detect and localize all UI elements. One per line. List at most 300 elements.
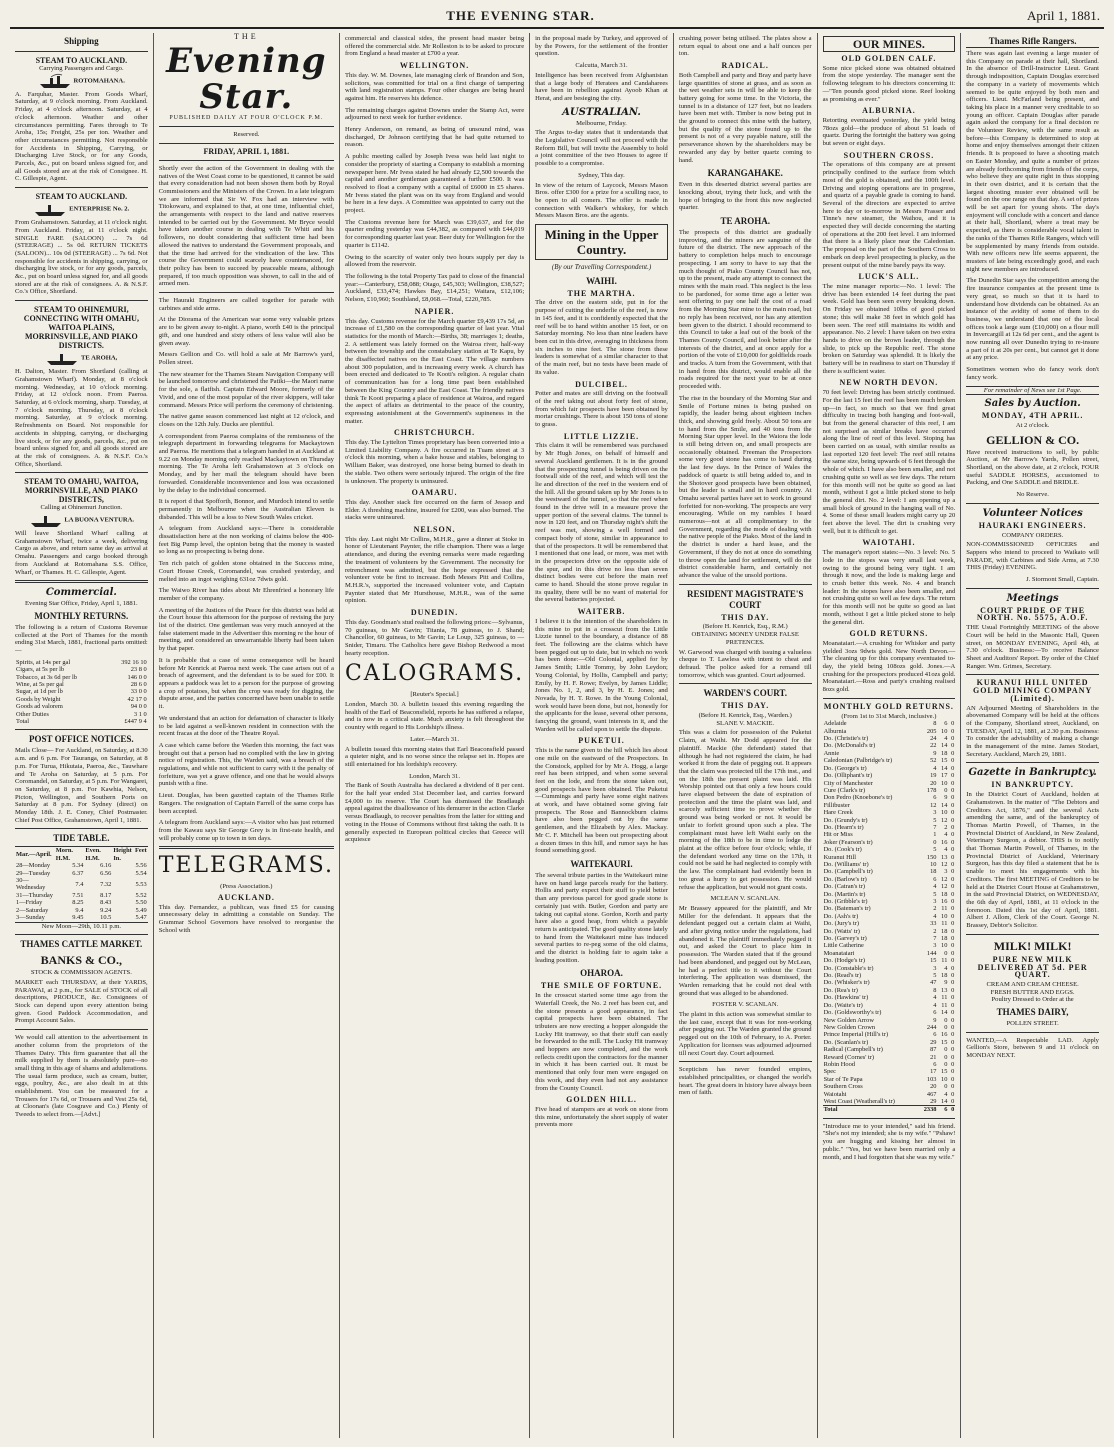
table-cell: 10 (930, 860, 937, 868)
table-cell: Kuranui Hill (823, 853, 857, 861)
tide-table (15, 846, 148, 922)
table-cell: 9 (944, 794, 948, 802)
table-cell: Do. (Rea's tr) (823, 986, 858, 994)
table-cell: 0 (951, 860, 955, 868)
table-row (823, 905, 956, 912)
masthead-title: THE EVENING STAR. (446, 8, 595, 23)
news-item: There was again last evening a large muster of this Company on parade at their hall, Shortland. In the absence of Drill-Instructor Lieut. Grant through indisposition, Captain Douglas exercised the company in a variety of movements which seemed to be quite enjoyed by both men and officers. Lieut. McFarland being present, and taking his place in a manner very creditable to so young an officer. Captain Douglas after parade again asked the company for a final decision re the Volunteer Review, with the same result as before—this Company is determined to stop at home and enjoy themselves amongst their citizen friends. It is proposed to have a shooting match on Easter Monday, and quite a number of prizes are already forthcoming from friends of the corps, who believe they are quite right in thus stopping in their own district, and it is certain that the largest shooting muster ever obtained will be found on the one range on that day. A set of prizes will be set apart for young shots. The day's enjoyment will conclude with a concert and dance at their hall, Shortland, where a treat may be expected, as there is considerable vocal talent in the ranks of the Thames Rifle Rangers, which will be supplemented by many friends from outside. With new officers new life seems apparent, the musters of late being exceedingly good, and each night new members are introduced. (966, 50, 1099, 273)
table-row (823, 987, 956, 994)
section-heading: AUSTRALIAN. (562, 106, 641, 118)
table-cell: 18 (941, 972, 948, 980)
table-row (823, 831, 956, 838)
table-cell: 33 (930, 920, 937, 928)
table-cell: Do. (Grundy's tr) (823, 816, 868, 824)
table-cell: 10 (941, 809, 948, 817)
table-cell: Do. (Jury's tr) (823, 920, 859, 928)
ad-title: STEAM TO AUCKLAND. (35, 192, 128, 202)
news-item: This day. Another stack fire occurred on the farm of Jessop and Elder. A threshing machine, insured for £200, was also burned. The stacks were uninsured. (344, 498, 525, 522)
news-item: Mr Brassey appeared for the plaintiff, and Mr Miller for the defendant. It appears that the defendant pegged out a certain claim at Waihi, and after giving notice under the regulations, had abandoned it. The plaintiff immediately pegged it out, and asked the Court to place him in possession. The Warden stated that if the ground had been abandoned, and pegged out by McLean, he had a perfect title to it without the Court interfering. The application was dismissed, the Warden remarking that he could not deal with ground that was alleged to be abandoned. (678, 904, 812, 997)
column-header: Even. H.M. (85, 847, 101, 862)
calograms-heading: CALOGRAMS. (344, 661, 525, 687)
table-cell: Goods ad valorem (16, 703, 63, 711)
news-item: I believe it is the intention of the shareholders in this mine to put in a crosscut from the Little Lizzie tunnel to the boundary, a distance of 88 feet. The following are the claims which have been pegged out up to date, but in which no work has been done:—Old Colonial, applied for by James Smith; Little Tommy, by John Leydon; Young Colonial, by Hollis, Campbell and party; Emily, by H. F. Rowe; Evelyn, by James Liddle; Jones No. 1, 2, and 3, by H. E. Jones; and Novada, by H. T. Rowe. In the Young Colonial, work would have been done, but not, honestly for the applicants for the lease, several other persons, fancying the ground, want interests in it, and the Warden will be called upon to settle the dispute. (535, 617, 668, 733)
section-heading: MONTHLY RETURNS. (34, 610, 129, 621)
masthead (10, 8, 1104, 29)
place-heading: OAMARU. (411, 488, 458, 498)
column-2 (154, 33, 340, 1438)
news-item: Moanataiari.—A crushing for Whisker and party yielded 3ozs 9dwts gold. New North Devon.—The cleaning up for this company eventuated to-day, the yield being 108ozs gold. Jones.—A crushing for the prospectors produced 41ozs gold. Moanataiari.—Ross and party's crushing realised 8ozs gold. (822, 639, 956, 694)
table-cell: Do. (Cook's tr) (823, 846, 862, 854)
table-cell: Do. (Christie's tr) (823, 735, 869, 743)
news-item: This was a claim for possession of the Puketui Claim, at Waihi. Mr Dodd appeared for the plaintiff. Mackie (the defendant) stated that although he had not registered the claim, he had worked it from the date of pegging out. It appears that the claim was protected till the 17th inst., and on the 18th the present plaint was laid. His Worship pointed out that only a few hours could have elapsed between the date of expiration of protection and the time the plaint was laid, and scarcely sufficient time to prove whether the ground was being worked or not. It would be unfair to forfeit ground upon such a plea. The complainant must have left Waihi early on the morning of the 18th to be in time to lodge the plaint at the office before four o'clock; while, if the defendant worked any time on the 17th, it could not be said he had neglected to comply with the law. The complainant had evidently been in too great a hurry to get possession. He would refuse the application, but would not grant costs. (678, 729, 812, 891)
news-item: Lieut. Douglas, has been gazetted captain of the Thames Rifle Rangers. The resignation of Captain Farrell of the same corps has been accepted. (158, 792, 334, 815)
table-cell: 16 (941, 898, 948, 905)
case-heading: FOSTER V. SCANLAN. (712, 1001, 779, 1009)
table-cell: Do. (Ash's tr) (823, 912, 859, 920)
table-cell: 30—Wednesday (16, 877, 46, 892)
table-cell: 3 (933, 942, 937, 950)
table-cell: Fillibuster (823, 801, 850, 809)
table-row (15, 899, 148, 906)
place-heading: AUCKLAND. (217, 893, 275, 903)
table-cell: 29—Tuesday (16, 869, 51, 877)
mine-heading: NEW NORTH DEVON. (839, 378, 939, 388)
table-cell: 52 (930, 757, 937, 765)
ad-body: AN Adjourned Meeting of Shareholders in the abovenamed Company will be held at the offices of the Company, Shortland street, Auckland, on TUESDAY, April 12, 1881, at 2.30 p.m. Business: To consider the advisability of making a change in the management of the mine. James Stodart, Secretary. Auckland, March 29, 1881. (966, 704, 1099, 758)
table-row (823, 898, 956, 905)
news-item: This day. Customs revenue for the March quarter £9,439 17s 5d, an increase of £1,580 on the corresponding quarter of last year. Vital statistics for the month of March:—Births, 38; marriages 1; deaths, 2. A settlement was lately formed on the Wairoa river, half-way between the township and the constabulary station at Te Kapu, by the disaffected natives on the East Coast. The village numbers about 300 population, and is increasing every week. A church has been erected and dedicated to Te Kooti's religion. A regular chain of communication has for a long time past been established between the King Country and the East Coast. The friendly natives think Te Kooti preparing a place of residence at Wairoa, and regard the aspect of affairs as detrimental to the peace of the country, expressing astonishment at the Government's supineness in the matter. (344, 317, 525, 425)
ship-icon (45, 350, 79, 366)
column-1 (10, 33, 154, 1438)
table-cell: 0 (944, 1046, 948, 1054)
reserved: Reserved. (233, 131, 260, 139)
news-item: The several tribute parties in the Waitekauri mine have on hand large parcels ready for the battery. Hollis and party expect their stuff to yield better than any previous parcel for good grade stone is certainly just with. Butler, Gordon and party are taking out capital stone. Gordon, Korth and party have also a good heap, from which a payable return is anticipated. The good quality stone lately to hand from the Waitekauri mine has induced several parties to re-peg some of the old claims, and the district is holding fair to again take a leading position. (535, 871, 668, 964)
column-3 (340, 33, 530, 1438)
table-cell: 150 (926, 853, 937, 861)
dateline: Sydney, This day. (578, 171, 625, 179)
table-cell: 3 (933, 809, 937, 817)
table-row (15, 870, 148, 877)
table-cell: 18 (941, 935, 948, 943)
table-row (823, 972, 956, 979)
ad-body: NON-COMMISSIONED OFFICERS and Sappers who intend to proceed to Waikato will PARADE, with Carbines and Side Arms, at 7.30 THIS (Friday) EVENING. (966, 541, 1099, 572)
table-cell: 15 (941, 757, 948, 765)
news-item: Both Campbell and party and Bray and party have large quantities of stone at grass, and as soon as the wet weather sets in will be able to keep the battery going for some time. In the Victoria, the tunnel is in a distance of 127 feet, but no leaders have been met with. Timber is now being put in the ground to connect this mine with the battery, but the quality of the stone found up to the present is not of a very payable nature, still the perseverance shown by the shareholders may be rewarded any day by better quartz coming to hand. (678, 71, 812, 164)
table-cell: 0 (951, 1038, 955, 1046)
column-7 (961, 33, 1104, 1438)
table-cell: 29 (930, 1038, 937, 1046)
table-cell: 4 (944, 964, 948, 972)
table-cell: Robin Hood (823, 1060, 855, 1068)
news-item: This day. Fernandez, a publican, was fined £5 for causing unnecessary delay in admitting a constable on Sunday. The Grammar School Governors have resolved to reorganise the School with (158, 903, 334, 934)
table-cell: Goods by Weight (16, 695, 61, 703)
table-cell: 3 (933, 898, 937, 905)
ship-icon (38, 73, 72, 89)
news-item: We understand that an action for defamation of character is likely to be laid against a well-known resident in connection with the recent fracas at the door of the Theatre Royal. (158, 714, 334, 738)
table-cell: 0 (951, 772, 955, 780)
table-cell: 13 (941, 853, 948, 861)
column-4 (530, 33, 674, 1438)
table-cell: 0 (951, 801, 955, 809)
ad-line: FRESH BUTTER AND EGGS. (990, 988, 1075, 996)
table-row (823, 802, 956, 809)
table-cell: 3 (933, 964, 937, 972)
table-cell: Adelaide (823, 720, 847, 728)
table-cell: 3 1 0 (133, 710, 147, 718)
news-item: Messrs Gellion and Co. will hold a sale at Mr Barrow's yard, Pollen street. (158, 351, 334, 366)
table-cell: 1—Friday (16, 899, 43, 907)
post-body: Mails Close— For Auckland, on Saturday, at 8.30 a.m. and 6 p.m. For Tauranga, on Saturday, at 8 p.m. For Turua, Hikutaia, Paeroa, &c., Tauwhare and Te Aroha on Saturday, at 5 p.m. For Coromandel, on Saturday, at 5 p.m. For Wangarei, on Saturday, at 8 p.m. For Kawhia, Nelson, Picton, Wellington, and Southern Ports on Saturday at 8 p.m. For Sydney (direct) on Monday 18th. J. E. Coney, Chief Postmaster. Chief Post Office, Grahamstown, April 1, 1881. (15, 747, 148, 824)
table-cell: Do. (McDonald's tr) (823, 742, 876, 750)
table-cell: 4 (933, 883, 937, 891)
table-cell: 3—Sunday (16, 914, 45, 922)
news-item: The drive on the eastern side, put in for the purpose of cutting the underlie of the reef, is now in 145 feet, and it is confidently expected that the reef will be to hand within another 15 feet, or on Saturday morning. No less than nine leaders have been cut in this drive, averaging in thickness from six inches to nine feet. The stone from these leaders is somewhat of a similar character to that of the main reef, but no tests have been made of its value. (535, 299, 668, 376)
news-item: The Argus to-day states that it understands that the Legislative Council will not proceed with the Reform Bill, but will invite the Assembly to hold a joint committee of the two Houses to agree if possible to a compromise. (535, 129, 668, 168)
news-item: Intelligence has been received from Afghanistan that a large body of Heratees and Candaharees have been in rebellion against Ayoob Khan at Herat, and are besieging the city. (535, 71, 668, 102)
table-cell: Cigars, at 5s per lb (16, 666, 65, 674)
dateline: London, March 31. (409, 772, 461, 780)
table-cell: 12 (930, 801, 937, 809)
banks-subtitle: STOCK & COMMISSION AGENTS. (30, 969, 132, 977)
table-cell: 33 0 0 (130, 688, 147, 696)
news-item: It is probable that a case of some consequence will be heard before Mr Kenrick at Paeroa next week. The case arises out of a breach of agreement, and the defendant is to be sued for £00. It appears a paddock was let to a person for the purpose of growing a crop of potatoes, but when the crop was ready for digging, the dispute arose, and the parties concerned have been unable to settle it. (158, 656, 334, 711)
table-cell: 7 (933, 823, 937, 831)
section-heading: Volunteer Notices (982, 507, 1083, 519)
table-total-row (823, 1106, 956, 1114)
mine-heading: DULCIBEL. (575, 379, 628, 389)
table-row (823, 920, 956, 927)
table-cell: 0 (951, 749, 955, 757)
table-cell: 4 (944, 1090, 948, 1098)
table-cell: 6.56 (100, 869, 112, 877)
table-row (823, 824, 956, 831)
table-cell: 5.34 (72, 862, 84, 870)
table-cell: 5.53 (135, 880, 147, 888)
table-cell: 0 (951, 853, 955, 861)
table-cell: 18 (941, 927, 948, 935)
table-cell: Hare Creek (823, 809, 853, 817)
table-cell: 0 (951, 786, 955, 794)
table-cell: 0 (951, 1016, 955, 1024)
table-cell: 2—Saturday (16, 906, 49, 914)
table-cell: 0 (951, 1090, 955, 1098)
table-cell: 18 (941, 749, 948, 757)
news-item: The Customs revenue here for March was £39,637, and for the quarter ending yesterday was £44,382, as compared with £44,019 for corresponding quarter last year. Beer duty for Wellington for the quarter is £1142. (344, 218, 525, 249)
table-cell: 0 (951, 883, 955, 891)
before-line: (Before H. Kenrick, Esq., Warden.) (698, 712, 792, 720)
table-row (15, 681, 148, 688)
table-cell: 9.4 (75, 906, 84, 914)
table-cell: 6.37 (72, 869, 84, 877)
table-cell: 205 (926, 727, 937, 735)
table-cell: 5 (933, 972, 937, 980)
news-item: This day. W. M. Downes, late managing clerk of Brandon and Son, solicitors, was committed for trial on a first charge of tampering with land registration stamps. Four other charges are being heard against him. He reserves his defence. (344, 71, 525, 102)
news-item: It is report d that Spofforth, Bonnor, and Murdoch intend to settle permanently in Melbourne when the Australian Eleven is disbanded. This will be a loss to New South Wales cricket. (158, 498, 334, 521)
table-row (823, 728, 956, 735)
section-heading: Gazette in Bankruptcy. (968, 767, 1097, 779)
org-heading: HAURAKI ENGINEERS. (978, 520, 1087, 530)
table-cell: 11 (941, 994, 948, 1002)
table-cell: Star of Te Papa (823, 1075, 863, 1083)
table-cell: 11 (941, 957, 948, 965)
table-cell: 4 (944, 735, 948, 743)
orders-heading: COMPANY ORDERS. (1001, 531, 1064, 539)
table-cell: 21 (930, 1053, 937, 1061)
news-item: Ten rich patch of golden stone obtained in the Success mine, Court House Creek, Coromandel, was crushed yesterday, and melted into an ingot weighing 631oz 7dwts gold. (158, 560, 334, 583)
table-row (15, 688, 148, 695)
table-row (823, 1046, 956, 1053)
mine-heading: GOLDEN HILL. (566, 1095, 637, 1105)
table-cell: 10 (941, 912, 948, 920)
table-row (823, 1076, 956, 1083)
mine-heading: OLD GOLDEN CALF. (841, 54, 937, 63)
table-cell: 0 (944, 1060, 948, 1068)
table-row (823, 1068, 956, 1075)
table-cell: £447 9 4 (124, 718, 147, 725)
column-header: Morn. H.M. (55, 847, 73, 862)
table-row (823, 1098, 956, 1106)
table-cell: 7.32 (100, 880, 112, 888)
news-item: The Waiwo River has tides about Mr Ehrenfried a honorary life member of the company. (158, 587, 334, 602)
table-cell: 5.49 (135, 906, 147, 914)
section-heading: Thames Rifle Rangers. (966, 36, 1099, 48)
table-cell: Radical (Campbell's tr) (823, 1046, 883, 1054)
table-cell: 12 (941, 875, 948, 883)
table-row (823, 965, 956, 972)
publication-line: PUBLISHED DAILY AT FOUR O'CLOCK P.M. (169, 114, 324, 121)
table-cell: 18 (930, 868, 937, 876)
table-cell: Total (823, 1106, 838, 1114)
column-6 (818, 33, 962, 1438)
table-row (823, 846, 956, 853)
dateline: Melbourne, Friday. (576, 119, 627, 127)
table-row (823, 1031, 956, 1038)
table-cell: 10.5 (100, 914, 112, 922)
table-cell: 0 (951, 1053, 955, 1061)
table-cell: 0 (951, 1068, 955, 1076)
ad-title: STEAM TO OHINEMURI, CONNECTING WITH OMAHU, WAITOA PLAINS, MORRINSVILLE, AND PIAKO DISTRICTS. (23, 305, 139, 351)
news-item: crushing power being utilised. The plates show a return equal to about one and a half ounces per ton. (678, 35, 812, 58)
org-heading: KURANUI HILL UNITED GOLD MINING COMPANY (Limited). (972, 678, 1093, 703)
table-cell: 11 (941, 1001, 948, 1009)
table-row (15, 711, 148, 718)
table-row (15, 892, 148, 899)
place-heading: NELSON. (413, 525, 456, 535)
table-cell: 14 (941, 1009, 948, 1017)
table-cell: 28—Monday (16, 862, 51, 870)
table-row (15, 907, 148, 914)
press-line: (Press Association.) (220, 883, 273, 891)
table-row (823, 928, 956, 935)
table-cell: 0 (951, 957, 955, 965)
ad-body: Have received instructions to sell, by public Auction, at Mr Barrow's Yards, Pollen street, Shortland, on the above date, at 2 o'clock, FOUR useful SADDLE HORSES, accustomed to Packing, and One SADDLE and BRIDLE. (966, 448, 1099, 487)
case-heading: SLANE V. MACKIE. (716, 719, 775, 727)
table-cell: 4 (933, 994, 937, 1002)
table-row (823, 839, 956, 846)
table-cell: Southern Cross (823, 1083, 863, 1091)
no-reserve: No Reserve. (1016, 491, 1049, 499)
table-row (823, 913, 956, 920)
table-cell: 0 (951, 1001, 955, 1009)
news-item: This is the name given to the hill which lies about one mile on the eastward of the Prospectors. In the Constock, applied for by Mr A. Hogg, a large reef has been stripped, and when some several feet on the lode, and from the stone taken out, good prospects have been obtained. The Puketui—Cummings and party have some eight natives at work, and have obtained some giving fair prospects. The Rose and Bannockburn claims have also been pegged out by the same gentlemen, and the Elizabeth by Alex. Mackay. Mr C. F. Mitchell has been out prospecting about a dozen times in this hill, and rumor says he has found something good. (535, 747, 668, 855)
case-heading: OBTAINING MONEY UNDER FALSE PRETENCES. (691, 631, 799, 646)
table-cell: 12 (941, 816, 948, 824)
org-heading: COURT PRIDE OF THE NORTH. No. 5575, A.O.F. (976, 605, 1089, 623)
ad-subtitle: Carrying Passengers and Cargo. (39, 65, 124, 72)
place-heading: NAPIER. (414, 306, 455, 316)
table-cell: 0 (951, 764, 955, 772)
table-cell: Do. (Goldsworthy's tr) (823, 1009, 882, 1017)
table-cell: 0 (951, 912, 955, 920)
ad-body: Will leave Shortland Wharf calling at Grahamstown Wharf, twice a week, delivering Cargo as above, and return same day as arrival at Omahu. Passengers and cargo booked through from Auckland at Rotomahana S.S. Office, Wharf, or Thames. H. C. Gillespie, Agent. (15, 530, 148, 576)
table-cell: 6 (933, 794, 937, 802)
news-item: A correspondent from Paeroa complains of the remissness of the telegraph department in forwarding telegrams for Mackaytown and Paeroa. He mentions that a telegram handed in at Auckland at 9.22 on Monday morning only reached Mackaytown on Thursday morning. The Te Aroha left Grahamstown at 3 o'clock on Monday, and by her mail the telegram should have been forwarded. Considerable inconvenience and loss was occasioned by the delay to the individual concerned. (158, 432, 334, 494)
editorial: Shortly ever the action of the Government in dealing with the natives of the West Coast come to be questioned, it cannot be said that every consideration had not been shown them both by Royal Commissioners and the Ministers of the Crown. In a late telegram we are informed that Sir W. Fox had an interview with Titokowaru, and explained to that, at one time, influential chief, the arrangements with respect to the land and native reserves intended to be carried out by the Government. Mr Bryce would have taken another course in dealing with Te Whiti and his followers, no doubt considering that sufficient time had been allowed the natives to understand the Government proposals, and that the time had arrived for the vindication of the law. This course the Government could scarcely have countenanced, for their policy has been to succeed by peaceable means, although prepared, if too much opposition was shown, to call in the aid of armed men. (158, 164, 334, 288)
news-item: Sometimes women who do fancy work don't fancy work. (966, 366, 1099, 381)
table-cell: 6 (944, 1106, 948, 1114)
table-row (823, 883, 956, 890)
table-cell: City of Manchester (823, 779, 873, 787)
newspaper-title: Evening Star. (166, 40, 327, 117)
section-heading: Meetings (1006, 592, 1059, 604)
table-cell: 0 (951, 727, 955, 735)
news-item: A public meeting called by Joseph Ivess was held last night to consider the propriety of starting a Company to establish a morning newspaper here. Mr Ivess stated he had already £2,500 towards the capital and another gentleman guaranteed a further £500. It was resolved to float a company with a capital of £6000 in £5 shares. Mr Ivess stated the plant was on its way from England and would be here in a few days. A Committee was appointed to carry out the project. (344, 153, 525, 215)
table-cell: 9.45 (72, 914, 84, 922)
table-row (823, 868, 956, 875)
news-item: The Dunedin Star says the competition among the fire insurance companies at the present time is very great, so much so that it is hard to understand how dividends can be obtained. As an instance of the avidity of some of them to do business, we understand that one of the local offices took a large sum (£10,000) on a flour mill in Invercargill at 12s 6d per cent., and the agent is now running all over Dunedin trying to re-insure a part of it at 20s per cent., but cannot get it done at any price. (966, 277, 1099, 362)
news-item: A telegram from Auckland says:—There is considerable dissatisfaction here at the non working of claims below the 400-feet Big Pump level, the opinion being that the money is wasted so long as no prospecting is being done. (158, 525, 334, 556)
place-heading: DUNEDIN. (410, 608, 459, 618)
news-item: Even in this deserted district several parties are knocking about, trying their luck, and with the hope of bringing to the front this now neglected quarter. (678, 181, 812, 212)
table-cell: 1 (933, 831, 937, 839)
table-cell: Do. (Hearn's tr) (823, 823, 864, 831)
table-cell: 12 (941, 883, 948, 891)
table-row (823, 765, 956, 772)
ad-body: From Grahamstown. Saturday, at 11 o'clock night. From Auckland. Friday, at 11 o'clock night. SINGLE FARE (SALOON) ... 7s 6d (STEERAGE) ... 5s 0d. RETURN TICKETS (SALOON)... 10s 0d (STEERAGE) ... 7s 6d. Not responsible for accidents in shipping, carrying, or discharging live stock, or for any goods, parcels, &c., put on board unless signed for, and all goods stored are at the risk of consignees. A. & N.S.F. Co.'s Office, Shortland. (15, 219, 148, 296)
table-cell: 16 (941, 1031, 948, 1039)
mine-heading: THE SMILE OF FORTUNE. (540, 981, 663, 991)
section-heading: Commercial. (45, 587, 117, 599)
table-cell: 8 (933, 720, 937, 728)
table-cell: 0 (951, 1106, 955, 1114)
news-item: The Hauraki Engineers are called together for parade with carbines and side arms. (158, 297, 334, 312)
table-cell: 10 (941, 779, 948, 787)
table-cell: Tobacco, at 3s 6d per lb (16, 673, 77, 681)
table-cell: Spirits, at 14s per gal (16, 658, 71, 666)
mine-heading: GOLD RETURNS. (849, 629, 929, 639)
table-cell: 94 0 0 (130, 703, 147, 711)
ad-body: H. Dalton, Master. From Shortland (calling at Grahamstown Wharf). Monday, at 8 o'clock morning. Wednesday, at 10 o'clock morning. Friday, at 12 o'clock noon. From Paeroa. Saturday, at 6 o'clock morning, sharp. Tuesday, at 7 o'clock morning. Thursday, at 8 o'clock morning. Saturday, at 9 o'clock morning. Refreshments on Board. Not responsible for accidents in shipping, carrying, or discharging live stock, or for any goods, parcels, &c., put on board unless signed for, and all goods stored are at the risk of consignees. A. & N.S.F. Co.'s Office, Shortland. (15, 368, 148, 468)
column-header: Height Feet In. (113, 847, 147, 862)
table-cell: 144 (926, 949, 937, 957)
news-item: The native game season commenced last night at 12 o'clock, and closes on the 12th July. Ducks are plentiful. (158, 413, 334, 428)
table-row (823, 780, 956, 787)
table-cell: 4 (944, 846, 948, 854)
table-cell: 18 (941, 890, 948, 898)
table-row (823, 1039, 956, 1046)
table-cell: 14 (941, 801, 948, 809)
table-row (823, 735, 956, 742)
table-cell: 13 (941, 986, 948, 994)
banks-title: BANKS & CO., (40, 953, 123, 968)
time-line: At 2 o'clock. (1015, 421, 1050, 429)
table-cell: 0 (951, 757, 955, 765)
table-cell: 0 (951, 1083, 955, 1091)
table-cell: Joker (Fearson's tr) (823, 838, 873, 846)
table-cell: 9 (933, 1016, 937, 1024)
table-cell: 0 (944, 1023, 948, 1031)
section-heading: WAITEKAURI. (570, 858, 633, 869)
table-cell: Do. (Watts' tr) (823, 927, 860, 935)
table-cell: 0 (951, 742, 955, 750)
table-cell: 0 (951, 838, 955, 846)
table-cell: 9.24 (100, 906, 112, 914)
mine-heading: LUCK'S ALL. (858, 272, 920, 282)
mine-heading: ALBURNIA. (862, 106, 916, 116)
table-cell: Do. (Scanlan's tr) (823, 1038, 869, 1046)
table-cell: Prince Imperial (Hill's tr) (823, 1031, 889, 1039)
table-row (823, 1002, 956, 1009)
table-cell: Do. (Williams' tr) (823, 860, 869, 868)
table-cell: 5.50 (135, 899, 147, 907)
ad-body: WANTED,—A Respectable LAD. Apply Gellion's Store, between 9 and 11 o'clock on MONDAY NEXT. (966, 1036, 1099, 1060)
table-cell: 5.54 (135, 869, 147, 877)
news-item: The prospects of this district are gradually improving, and the miners are sanguine of the future of the district. The new approach of the battery to completion helps much to encourage prospecting. I am sorry to have to say that the much thought of Piako County Council has not, up to the present, made any attempt to connect the mines with the main road. This neglect is the less to be pardoned, for some time ago a letter was sent offering to pay one half the cost of a road from the Morning Star mine to the main road, but no reply has been received, nor has any attention been given to the district. I should recommend to this Council to take a leaf out of the book of the Thames County Council, and look better after the interests of the district, and at once apply for a portion of the vote of £10,000 for goldfields roads and tracks. A turn from the Government, with that in hand from this district, would enable all the roads required for the next year to be at once proceeded with. (678, 229, 812, 391)
table-row (15, 718, 148, 725)
table-cell: 6 (933, 1009, 937, 1017)
table-cell: 0 (951, 1023, 955, 1031)
news-item: The manager's report states:—No. 3 level: No. 5 lode in the stopes was very small last week, owing to the ground being very tight. I am through it now, and the lode is making large and to crush better this week. No. 4 and branch leader: In the stopes have also been smaller, and not crushing quite so well as few days. The return for this month will not be quite so good as last month, without I get a little picked stone to help the general dirt. (822, 549, 956, 626)
table-cell: 0 (951, 920, 955, 928)
news-item: Retorting eventuated yesterday, the yield being 78ozs gold—the produce of about 51 loads of quartz. During the fortnight the battery was going but seven or eight days. (822, 116, 956, 148)
table-cell: 15 (941, 1038, 948, 1046)
ad-body: A. Farquhar, Master. From Goods Wharf, Saturday, at 9 o'clock morning. From Auckland. Friday, at 4 o'clock afternoon. Saturday, at 4 o'clock afternoon. Weather and other circumstances permitting. Fares through to Te Aroha, 15s; Freight, 25s per ton. Weather and other circumstances permitting. Not responsible for Accidents in Shipping, Carrying, or Discharging Live Stock, or for any Goods, Parcels, &c., put on board unless signed for, and all Goods stored are at the risk of Consignee. H. C. Gillespie, Agent. (15, 90, 148, 183)
table-row (823, 950, 956, 957)
table-cell: 146 0 0 (127, 673, 147, 681)
table-cell: 0 (951, 1075, 955, 1083)
news-item: A bulletin issued this morning states that Earl Beaconsfield passed a quieter night, and is no worse since the relapse set in. Hopes are still entertained for his lordship's recovery. (344, 745, 525, 768)
table-cell: 2 (933, 927, 937, 935)
table-row (823, 935, 956, 942)
table-row (823, 720, 956, 727)
returns-table (15, 659, 148, 726)
news-item: W. Garwood was charged with issuing a valueless cheque to T. Lawless with intent to cheat and defraud. The police asked for a remand till tomorrow, which was granted. Court adjourned. (678, 648, 812, 679)
table-cell: 392 16 10 (121, 658, 147, 666)
table-cell: 2338 (923, 1106, 937, 1114)
office-line: Evening Star Office, Friday, April 1, 1881. (25, 600, 138, 608)
table-cell: 6.16 (100, 862, 112, 870)
table-row (823, 1017, 956, 1024)
table-cell: 10 (941, 942, 948, 950)
table-cell: 0 (951, 816, 955, 824)
news-item: "Introduce me to your intended," said his friend. "She's not my intended; she is my wife." "Pshaw! you are hugging and kissing her almost in public." "Yes, but we have been married only a month, and I had forgotten that she was my wife." (822, 1122, 956, 1161)
mine-heading: LITTLE LIZZIE. (563, 431, 640, 441)
notice-body: We would call attention to the advertisement in another column from the proprietors of the Thames Dairy. This firm guarantee that all the milk supplied by them is absolutely pure—no small thing in this age of shams and adulterations. The usual farm produce, such as cream, butter, eggs, poultry, &c., are also dealt in at this establishment. You can be measured for a Trousers for 17s 6d, or Trousers and Vest 25s 6d, at Cloonan's (late Cosgrave and Co.) Plenty of Tweeds to select from.—[Advt.] (15, 1034, 148, 1119)
table-row (15, 877, 148, 892)
table-row (823, 1009, 956, 1016)
returns-intro: The following is a return of Customs Revenue collected at the Port of Thames for the month ending 31st March, 1881, fractional parts omitted:— (15, 623, 148, 655)
table-row (15, 674, 148, 681)
table-cell: 0 (944, 949, 948, 957)
table-cell: 0 (944, 1053, 948, 1061)
table-cell: 11 (941, 905, 948, 913)
mine-heading: PUKETUI. (578, 736, 625, 746)
table-cell: 29 (930, 1097, 937, 1105)
table-row (823, 750, 956, 757)
table-cell: 5.47 (135, 914, 147, 922)
table-cell: 0 (951, 1046, 955, 1054)
column-header: Mar.—April. (16, 851, 52, 859)
